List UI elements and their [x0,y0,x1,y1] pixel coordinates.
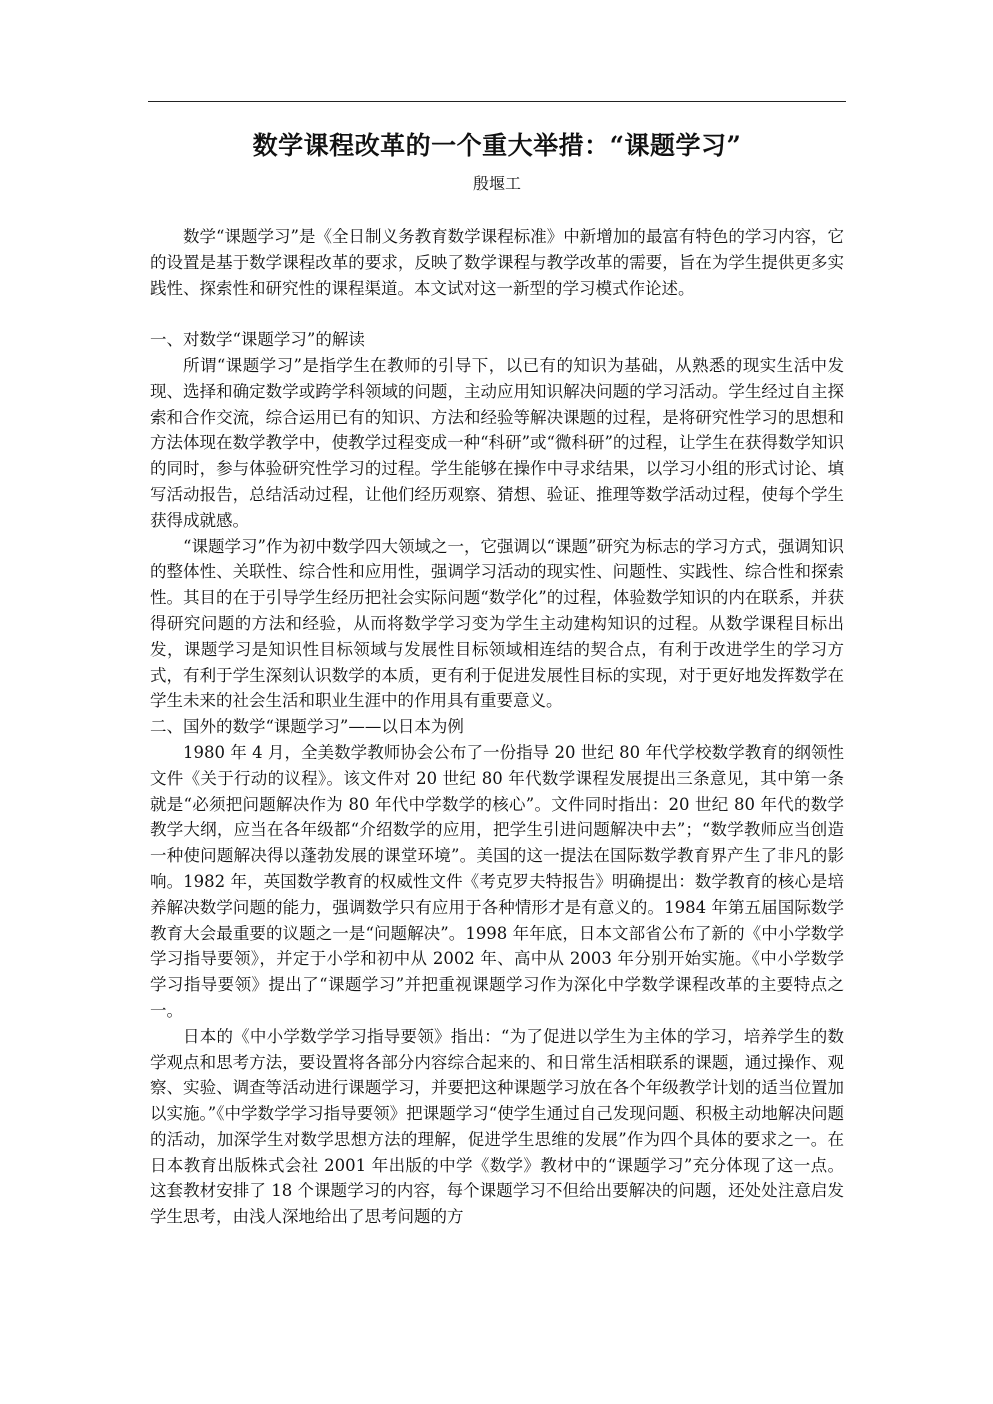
document-body [150,224,844,1230]
section-1-paragraph-2: “课题学习”作为初中数学四大领域之一，它强调以“课题”研究为标志的学习方式，强调知识的整体性、关联性、综合性和应用性，强调学习活动的现实性、问题性、实践性、综合性和探索性。其目的在于引导学生经历把社会实际问题“数学化”的过程，体验数学知识的内在联系，并获得研究问题的方法和经验，从而将数学学习变为学生主动建构知识的过程。从数学课程目标出发，课题学习是知识性目标领域与发展性目标领域相连结的契合点，有利于改进学生的学习方式，有利于学生深刻认识数学的本质，更有利于促进发展性目标的实现，对于更好地发挥数学在学生未来的社会生活和职业生涯中的作用具有重要意义。 [150,536,844,711]
section-1-heading: 一、对数学“课题学习”的解读 [150,330,365,350]
author-name: 殷堰工 [472,174,521,193]
document-title: 数学课程改革的一个重大举措：“课题学习” [252,131,742,160]
intro-paragraph: 数学“课题学习”是《全日制义务教育数学课程标准》中新增加的最富有特色的学习内容，它的设置是基于数学课程改革的要求，反映了数学课程与教学改革的需要，旨在为学生提供更多实践性、探索性和研究性的课程渠道。本文试对这一新型的学习模式作论述。 [150,227,844,298]
section-2-paragraph-2: 日本的《中小学数学学习指导要领》指出：“为了促进以学生为主体的学习，培养学生的数学观点和思考方法，要设置将各部分内容综合起来的、和日常生活相联系的课题，通过操作、观察、实验、调查等活动进行课题学习，并要把这种课题学习放在各个年级教学计划的适当位置加以实施。”《中学数学学习指导要领》把课题学习“使学生通过自己发现问题、积极主动地解决问题的活动，加深学生对数学思想方法的理解，促进学生思维的发展”作为四个具体的要求之一。在日本教育出版株式会社 2001 年出版的中学《数学》教材中的“课题学习”充分体现了这一点。这套教材安排了 18 个课题学习的内容，每个课题学习不但给出要解决的问题，还处处注意启发学生思考，由浅人深地给出了思考问题的方 [150,1026,844,1227]
section-1-paragraph-1: 所谓“课题学习”是指学生在教师的引导下，以已有的知识为基础，从熟悉的现实生活中发现、选择和确定数学或跨学科领域的问题，主动应用知识解决问题的学习活动。学生经过自主探索和合作交流，综合运用已有的知识、方法和经验等解决课题的过程，是将研究性学习的思想和方法体现在数学教学中，使教学过程变成一种“科研”或“微科研”的过程，让学生在获得数学知识的同时，参与体验研究性学习的过程。学生能够在操作中寻求结果，以学习小组的形式讨论、填写活动报告，总结活动过程，让他们经历观察、猜想、验证、推理等数学活动过程，使每个学生获得成就感。 [150,355,844,530]
paragraph-gap [150,301,844,327]
top-rule [148,101,846,102]
section-2-paragraph-1: 1980 年 4 月，全美数学教师协会公布了一份指导 20 世纪 80 年代学校数学教育的纲领性文件《关于行动的议程》。该文件对 20 世纪 80 年代数学课程发展提出三条意见，其中第一条就是“必须把问题解决作为 80 年代中学数学的核心”。文件同时指出：20 世纪 80 年代的数学教学大纲，应当在各年级都“介绍数学的应用，把学生引进问题解决中去”；“数学教师应当创造一种使问题解决得以蓬勃发展的课堂环境”。美国的这一提法在国际数学教育界产生了非凡的影响。1982 年，英国数学教育的权威性文件《考克罗夫特报告》明确提出：数学教育的核心是培养解决数学问题的能力，强调数学只有应用于各种情形才是有意义的。1984 年第五届国际数学教育大会最重要的议题之一是“问题解决”。1998 年年底，日本文部省公布了新的《中小学数学学习指导要领》，并定于小学和初中从 2002 年、高中从 2003 年分别开始实施。《中小学数学学习指导要领》提出了“课题学习”并把重视课题学习作为深化中学数学课程改革的主要特点之一。 [150,742,844,1020]
section-2-heading: 二、国外的数学“课题学习”——以日本为例 [150,717,464,737]
